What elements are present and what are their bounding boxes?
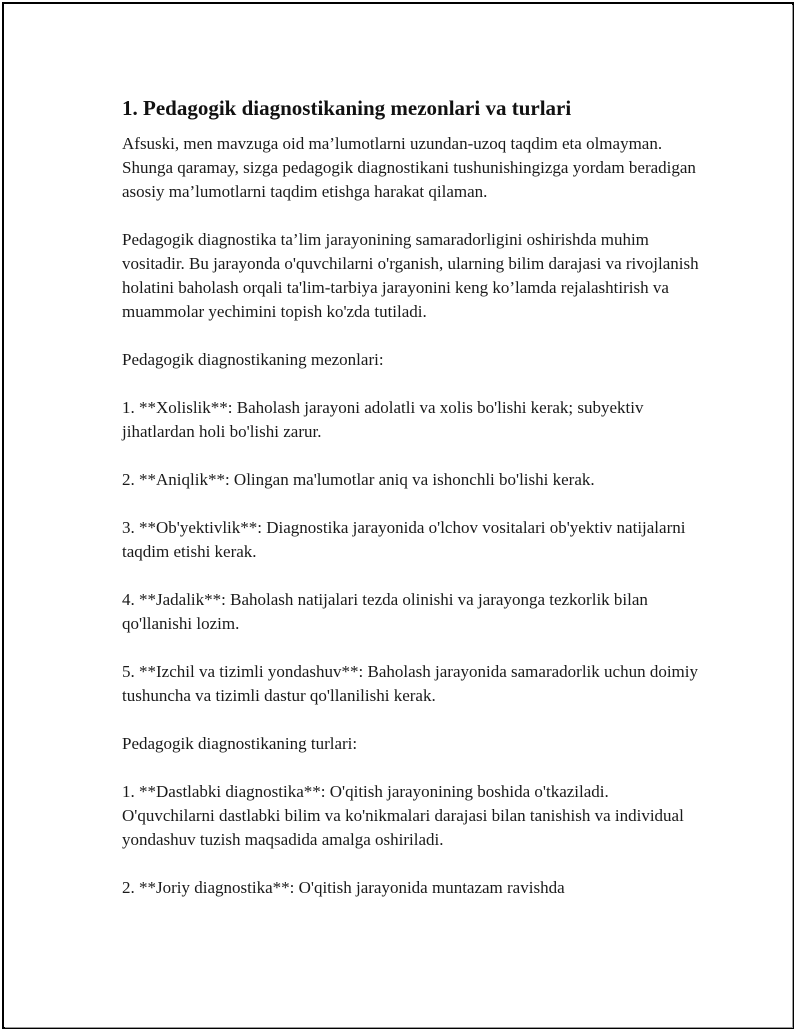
types-item-2: 2. **Joriy diagnostika**: O'qitish jarayonida muntazam ravishda xyxy=(122,878,565,897)
definition-paragraph: Pedagogik diagnostika ta’lim jarayonining samaradorligini oshirishda muhim vositadir. Bu jarayonda o'quvchilarni o'rganish, ularning bilim darajasi va rivojlanish holatini baholash orqali ta'lim-tarbiya jarayonini keng ko’lamda rejalashtirish va muammolar yechimini topish ko'zda tutiladi. xyxy=(122,230,699,321)
criteria-item-3: 3. **Ob'yektivlik**: Diagnostika jarayonida o'lchov vositalari ob'yektiv natijalarni taqdim etishi kerak. xyxy=(122,518,686,561)
document-body xyxy=(122,94,702,924)
types-heading: Pedagogik diagnostikaning turlari: xyxy=(122,734,358,753)
criteria-item-1: 1. **Xolislik**: Baholash jarayoni adolatli va xolis bo'lishi kerak; subyektiv jihatlardan holi bo'lishi zarur. xyxy=(122,398,644,441)
document-title: 1. Pedagogik diagnostikaning mezonlari va turlari xyxy=(122,96,572,120)
criteria-item-5: 5. **Izchil va tizimli yondashuv**: Baholash jarayonida samaradorlik uchun doimiy tushuncha va tizimli dastur qo'llanilishi kerak. xyxy=(122,662,698,705)
criteria-item-2: 2. **Aniqlik**: Olingan ma'lumotlar aniq va ishonchli bo'lishi kerak. xyxy=(122,470,595,489)
criteria-item-4: 4. **Jadalik**: Baholash natijalari tezda olinishi va jarayonga tezkorlik bilan qo'llanishi lozim. xyxy=(122,590,648,633)
document-page xyxy=(2,2,794,1029)
intro-paragraph: Afsuski, men mavzuga oid ma’lumotlarni uzundan-uzoq taqdim eta olmayman. Shunga qaramay, sizga pedagogik diagnostikani tushunishingizga yordam beradigan asosiy ma’lumotlarni taqdim etishga harakat qilaman. xyxy=(122,134,696,201)
criteria-heading: Pedagogik diagnostikaning mezonlari: xyxy=(122,350,384,369)
types-item-1: 1. **Dastlabki diagnostika**: O'qitish jarayonining boshida o'tkaziladi. O'quvchilarni dastlabki bilim va ko'nikmalari darajasi bilan tanishish va individual yondashuv tuzish maqsadida amalga oshiriladi. xyxy=(122,782,684,849)
